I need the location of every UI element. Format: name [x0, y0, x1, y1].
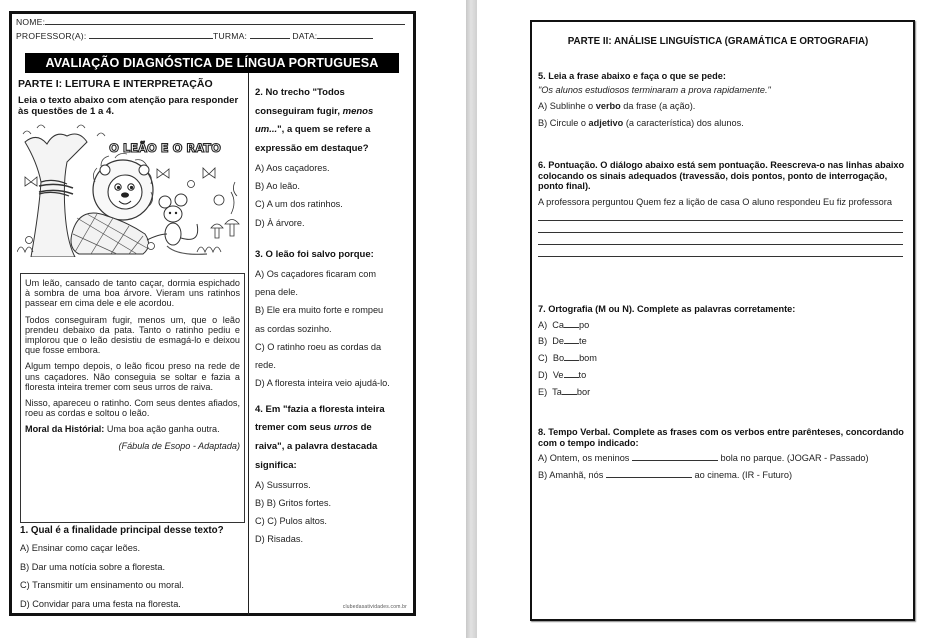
highlighted-word: urros — [333, 422, 358, 434]
question-6 — [538, 160, 908, 257]
question-5-sentence: "Os alunos estudiosos terminaram a prova rapidamente." — [538, 84, 771, 95]
name-label: NOME: — [16, 17, 46, 27]
question-7 — [538, 304, 908, 400]
question-4-title-line: 4. Em "fazia a floresta inteira — [255, 403, 385, 415]
moral-label: Moral da Histórial: — [25, 424, 105, 435]
question-1-option-c[interactable]: C) Transmitir um ensinamento ou moral. — [20, 580, 184, 591]
answer-line[interactable] — [538, 245, 903, 257]
question-2-option-a[interactable]: A) Aos caçadores. — [255, 162, 330, 173]
question-7-item-b[interactable]: B) De te — [538, 336, 587, 347]
question-2-option-c[interactable]: C) A um dos ratinhos. — [255, 199, 343, 210]
part2-title: PARTE II: ANÁLISE LINGUÍSTICA (GRAMÁTICA E ORTOGRAFIA) — [567, 36, 869, 47]
question-4 — [255, 401, 413, 549]
story-moral — [25, 424, 240, 434]
page-2 — [530, 20, 915, 621]
question-8-item-a[interactable]: A) Ontem, os meninos bola no parque. (JOGAR - Passado) — [538, 453, 869, 463]
story-paragraph: Um leão, cansado de tanto caçar, dormia espichado à sombra de uma boa árvore. Vieram uns ratinhos passear em cima dele e ele acordou. — [25, 278, 240, 309]
question-5-item-b: B) Circule o adjetivo (a característica) dos alunos. — [538, 117, 744, 128]
question-4-option-a[interactable]: A) Sussurros. — [255, 479, 311, 490]
question-7-item-e[interactable]: E) Ta bor — [538, 386, 591, 397]
question-3-option-a[interactable]: A) Os caçadores ficaram com — [255, 268, 377, 279]
question-4-title-line: tremer com seus urros de — [255, 422, 372, 434]
question-3-title: 3. O leão foi salvo porque: — [255, 249, 374, 260]
question-2-title-line: 2. No trecho "Todos — [255, 87, 345, 98]
page-title: AVALIAÇÃO DIAGNÓSTICA DE LÍNGUA PORTUGUESA — [25, 53, 399, 73]
answer-line[interactable] — [538, 221, 903, 233]
question-3-option-c-cont[interactable]: rede. — [255, 360, 276, 371]
question-2-option-d[interactable]: D) À árvore. — [255, 217, 305, 228]
story-paragraph: Nisso, apareceu o ratinho. Com seus dentes afiados, roeu as cordas e soltou o leão. — [25, 398, 240, 419]
question-5-title: 5. Leia a frase abaixo e faça o que se pede: — [538, 71, 726, 81]
story-paragraph: Algum tempo depois, o leão ficou preso na rede de uns caçadores. Não conseguia se soltar e fazia a floresta inteira tremer com seus urros de raiva. — [25, 361, 240, 392]
part1-title: PARTE I: LEITURA E INTERPRETAÇÃO — [18, 78, 213, 90]
question-1-option-d[interactable]: D) Convidar para uma festa na floresta. — [20, 599, 181, 610]
question-1-option-a[interactable]: A) Ensinar como caçar leões. — [20, 543, 140, 553]
story-paragraph: Todos conseguiram fugir, menos um, que o leão prendeu debaixo da pata. Tanto o ratinho pediu e implorou que o leão desistiu de esmagá-lo e deixou que fosse embora. — [25, 314, 240, 356]
question-3-option-b-cont[interactable]: as cordas sozinho. — [255, 323, 332, 334]
question-4-option-d[interactable]: D) Risadas. — [255, 534, 303, 545]
question-2-option-b[interactable]: B) Ao leão. — [255, 181, 300, 192]
highlighted-phrase: menos — [342, 105, 374, 117]
story-text-box — [20, 273, 245, 523]
answer-line[interactable] — [538, 233, 903, 245]
question-8 — [538, 427, 908, 484]
question-7-title: 7. Ortografia (M ou N). Complete as palavras corretamente: — [538, 304, 796, 314]
page-1 — [9, 11, 416, 616]
column-divider — [248, 73, 249, 615]
question-8-item-b[interactable]: B) Amanhã, nós ao cinema. (IR - Futuro) — [538, 469, 793, 480]
site-credit: clubedasatividades.com.br — [342, 604, 407, 610]
right-column-questions — [255, 84, 413, 549]
question-2-title-line: um...", a quem se refere a — [255, 124, 371, 136]
svg-text:O LEÃO E O RATO: O LEÃO E O RATO — [109, 141, 221, 155]
class-blank[interactable] — [250, 31, 290, 39]
question-6-dialog: A professora perguntou Quem fez a lição de casa O aluno respondeu Eu fiz professora — [538, 196, 892, 207]
question-6-title: 6. Pontuação. O diálogo abaixo está sem pontuação. Reescreva-o nas linhas abaixo colocando os sinais adequados (travessão, dois pontos, ponto de interrogação, ponto final). — [538, 160, 905, 191]
class-label: TURMA: — [213, 31, 248, 41]
highlighted-phrase: um... — [255, 124, 278, 136]
question-3 — [255, 246, 413, 393]
date-label: DATA: — [292, 31, 318, 41]
teacher-class-date-row — [16, 31, 373, 41]
question-3-option-b[interactable]: B) Ele era muito forte e rompeu — [255, 305, 384, 316]
part1-intro — [18, 78, 244, 117]
date-blank[interactable] — [317, 31, 373, 39]
teacher-label: PROFESSOR(A): — [16, 31, 87, 41]
question-3-option-d[interactable]: D) A floresta inteira veio ajudá-lo. — [255, 378, 390, 389]
question-7-item-a[interactable]: A) Ca po — [538, 319, 590, 330]
question-8-title: 8. Tempo Verbal. Complete as frases com os verbos entre parênteses, concordando com o tempo indicado: — [538, 427, 904, 448]
question-7-item-d[interactable]: D) Ve to — [538, 369, 587, 380]
lion-and-mouse-illustration-icon — [17, 122, 243, 257]
question-2 — [255, 84, 413, 232]
teacher-blank[interactable] — [89, 31, 213, 39]
question-5 — [538, 71, 908, 132]
question-1-option-b[interactable]: B) Dar uma notícia sobre a floresta. — [20, 561, 166, 572]
reading-instruction: Leia o texto abaixo com atenção para responder às questões de 1 a 4. — [18, 95, 239, 117]
answer-line[interactable] — [538, 209, 903, 221]
question-5-item-a: A) Sublinhe o verbo da frase (a ação). — [538, 101, 696, 111]
question-4-option-c[interactable]: C) C) Pulos altos. — [255, 516, 327, 527]
question-7-item-c[interactable]: C) Bo bom — [538, 353, 597, 364]
question-4-title-line: raiva", a palavra destacada — [255, 441, 378, 453]
question-3-option-c[interactable]: C) O ratinho roeu as cordas da — [255, 341, 382, 352]
name-blank[interactable] — [45, 17, 405, 25]
question-4-title-line: significa: — [255, 459, 297, 471]
name-field-row — [16, 17, 405, 27]
question-1-title: 1. Qual é a finalidade principal desse texto? — [20, 525, 224, 536]
question-2-title-line: expressão em destaque? — [255, 143, 369, 155]
question-3-option-a-cont[interactable]: pena dele. — [255, 287, 298, 297]
page-gutter — [466, 0, 477, 638]
question-1 — [20, 525, 246, 617]
question-6-answer-lines — [538, 209, 908, 257]
question-2-title-line: conseguiram fugir, menos — [255, 105, 374, 117]
moral-text: Uma boa ação ganha outra. — [104, 424, 220, 435]
story-source: (Fábula de Esopo - Adaptada) — [118, 440, 240, 451]
question-4-option-b[interactable]: B) B) Gritos fortes. — [255, 497, 332, 508]
